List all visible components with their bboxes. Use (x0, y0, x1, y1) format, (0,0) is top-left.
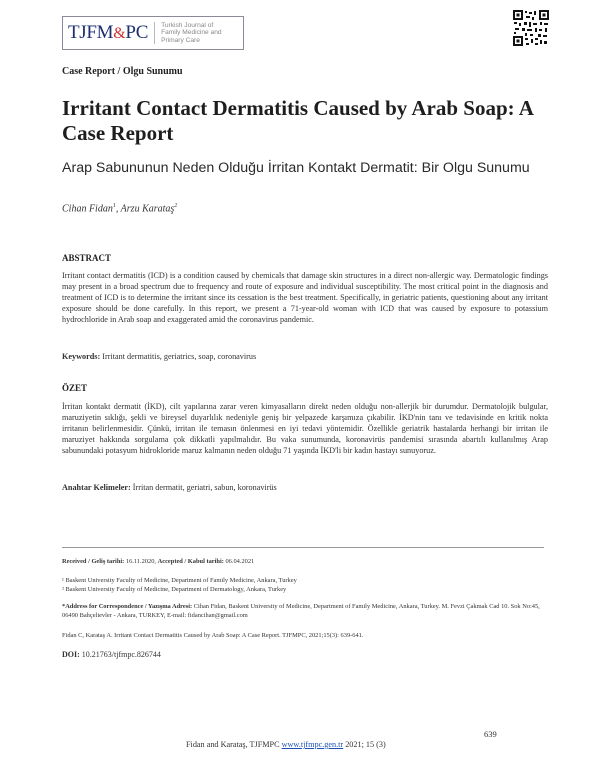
abstract-text: Irritant contact dermatitis (ICD) is a condition caused by chemicals that damage skin structures in a direct non-allergic way. Dermatologic findings may present in a broad spectrum due to frequency and route of exposure and individual susceptibility. The most critical point in the diagnosis and treatment of ICD is to determine the irritant since its cessation is the best treatment. Specifically, in geriatric patients, questioning about any irritant exposure should be done carefully. In this report, we present a 71-year-old woman with ICD that was caused by exposure to potassium hydrochloride in Arab soap and exaggerated amid the coronavirus pandemic. (62, 271, 548, 324)
abstract-keywords (62, 352, 548, 361)
ozet-text: İrritan kontakt dermatit (İKD), cilt yapılarına zarar veren kimyasalların direkt neden olduğu non-allerjik bir durumdur. Dermatolojik bulgular, maruziyetin sıklığı, şekli ve bireysel duyarlılık nedeniyle geniş bir yelpazede karşımıza çıkabilir. İKD'nin tanı ve tedavisinde en kritik nokta irritanın belirlenmesidir. Çünkü, irritan ile temasın önlenmesi en iyi tedavi yöntemidir. Özellikle geriatrik hastalarda herhangi bir irritan ile maruziyet hakkında sorgulama çok dikkatli yapılmalıdır. Bu vaka sunumunda, koronavirüs pandemisi sırasında abartılı kullanılmış Arap sabunundaki potasyum hidrokloride maruz kalmanın neden olduğu 71 yaşında İKD'li bir kadın hastayı sunuyoruz. (62, 402, 548, 455)
received-date: 16.11.2020, (125, 558, 157, 565)
keywords-value: İrritan dermatit, geriatri, sabun, koronavirüs (132, 483, 277, 492)
received-dates (62, 557, 548, 566)
keywords-value: Irritant dermatitis, geriatrics, soap, coronavirus (102, 352, 257, 361)
footer-issue: 2021; 15 (3) (343, 740, 386, 749)
correspondence-text: Cihan Fidan, Baskent University of Medicine, Department of Family Medicine, Ankara, Turkey. M. Fevzi Çakmak Cad 10. Sok No:45, 06490 Bahçelievler - Ankara, TURKEY, E-mail: fidancihan@gmail.com (62, 603, 540, 619)
article-subtitle: Arap Sabununun Neden Olduğu İrritan Kontakt Dermatit: Bir Olgu Sunumu (62, 160, 530, 176)
journal-logo (62, 16, 244, 50)
keywords-label: Anahtar Kelimeler: (62, 483, 131, 492)
correspondence (62, 602, 548, 620)
footer-citation: Fidan and Karataş, TJFMPC (186, 740, 282, 749)
affiliation-2: ² Baskent University Faculty of Medicine, Department of Dermatology, Ankara, Turkey (62, 586, 287, 593)
ozet-heading: ÖZET (62, 383, 88, 393)
author-affiliation-mark: 2 (174, 203, 178, 209)
journal-website-link[interactable]: www.tjfmpc.gen.tr (281, 740, 344, 749)
logo-sub-line-1: Turkish Journal of (161, 21, 214, 29)
abstract-heading: ABSTRACT (62, 253, 112, 263)
doi (62, 650, 161, 659)
divider (62, 547, 544, 548)
doi-label: DOI: (62, 650, 80, 659)
keywords-label: Keywords: (62, 352, 101, 361)
logo-mark-part-a: TJFM (68, 22, 114, 43)
article-section-label: Case Report / Olgu Sunumu (62, 66, 183, 77)
qr-code-icon (513, 10, 549, 46)
author-name: Arzu Karataş (120, 203, 175, 215)
accepted-label: Accepted / Kabul tarihi: (157, 558, 224, 565)
correspondence-label: *Address for Correspondence / Yazışma Adresi: (62, 603, 193, 610)
page-number: 639 (484, 729, 497, 739)
logo-mark-amp: & (113, 25, 126, 42)
journal-logo-mark (63, 22, 148, 44)
affiliations (62, 576, 548, 594)
logo-sub-line-3: Primary Care (161, 36, 200, 44)
accepted-date: 06.04.2021 (225, 558, 255, 565)
author-name: Cihan Fidan (62, 203, 113, 215)
journal-logo-subtitle (154, 22, 221, 45)
article-title: Irritant Contact Dermatitis Caused by Arab Soap: A Case Report (62, 96, 533, 145)
received-label: Received / Geliş tarihi: (62, 558, 125, 565)
logo-mark-part-b: PC (125, 22, 149, 43)
page-footer (186, 740, 386, 749)
ozet-keywords (62, 483, 548, 492)
author-list (62, 203, 177, 214)
affiliation-1: ¹ Baskent University Faculty of Medicine, Department of Family Medicine, Ankara, Turkey (62, 577, 297, 584)
doi-value[interactable]: 10.21763/tjfmpc.826744 (81, 650, 161, 659)
author-separator: , (115, 203, 121, 215)
citation: Fidan C, Karataş A. Irritant Contact Dermatitis Caused by Arab Soap: A Case Report. TJFMPC, 2021;15(3): 639-641. (62, 632, 364, 639)
author-affiliation-mark: 1 (112, 203, 116, 209)
logo-sub-line-2: Family Medicine and (161, 29, 222, 37)
